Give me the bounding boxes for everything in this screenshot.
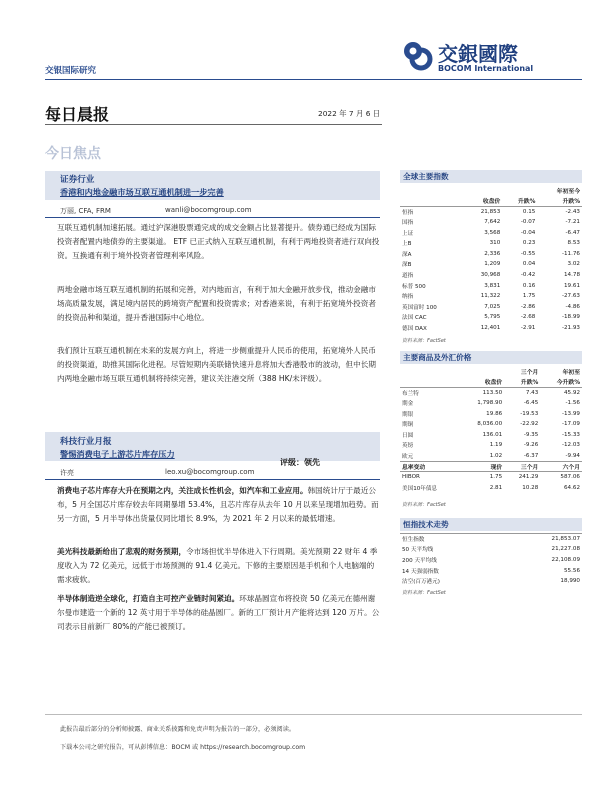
commodities-title: 主要商品及外汇价格	[400, 351, 582, 364]
table-row	[400, 249, 582, 260]
rate-name: 美国10年债息	[402, 485, 438, 492]
indices-header-top	[400, 185, 582, 196]
commodities-col-ytd: 今升跌%	[556, 380, 580, 387]
rates-header	[400, 461, 582, 472]
commodity-close: 136.01	[482, 431, 503, 438]
index-close: 310	[489, 240, 501, 247]
indices-col-ytd: 升跌%	[562, 199, 580, 206]
index-close: 3,831	[484, 282, 501, 289]
indices-title: 全球主要指数	[400, 170, 582, 183]
article2-paragraph-1-lead: 消费电子芯片库存大升在预期之内，关注成长性机会，如汽车和工业应用。	[57, 486, 308, 495]
index-change: 0.04	[522, 261, 536, 268]
index-close: 30,968	[480, 272, 501, 279]
index-ytd: -27.63	[561, 293, 580, 300]
table-row	[400, 555, 582, 566]
hsi-metric-name: 恒生指数	[400, 534, 503, 545]
article2-email[interactable]: leo.xu@bocomgroup.com	[165, 468, 255, 476]
index-close: 3,568	[484, 229, 501, 236]
footer-download[interactable]: 下载本公司之研究报告，可从彭博信息：BOCM 或 https://research.bocomgroup.com	[60, 744, 306, 751]
article2-paragraph-3	[57, 592, 380, 635]
commodities-source: 资料来源：FactSet	[402, 502, 446, 508]
commodity-close: 113.50	[460, 387, 504, 398]
index-ytd: 3.02	[567, 261, 580, 268]
table-row	[400, 398, 582, 409]
article1-section: 证券行业	[60, 175, 95, 185]
article1-email[interactable]: wanli@bocomgroup.com	[165, 206, 252, 214]
index-change: 1.75	[522, 293, 536, 300]
table-row	[400, 408, 582, 419]
table-row	[400, 259, 582, 270]
commodities-col-close: 收盘价	[484, 380, 503, 387]
index-name: 纳指	[402, 294, 414, 301]
index-ytd: -6.47	[565, 229, 580, 236]
commodity-name: 期铜	[402, 422, 414, 429]
table-row	[400, 430, 582, 441]
commodity-ytd: -1.56	[565, 400, 580, 407]
commodity-ytd: 45.92	[540, 387, 582, 398]
article2-paragraph-2-lead: 美光科技最新给出了悲观的财务预期，	[57, 547, 187, 556]
index-change: -0.55	[520, 250, 536, 257]
index-name: 道指	[402, 273, 414, 280]
article2-paragraph-3-lead: 半导体制造逆全球化，打造自主可控产业链时间紧迫。	[57, 594, 240, 603]
index-name: 标普 500	[402, 283, 426, 290]
index-change: -2.86	[520, 303, 536, 310]
index-ytd: -4.86	[565, 303, 580, 310]
commodities-table	[400, 366, 582, 493]
page-title: 每日晨报	[45, 105, 110, 124]
index-close: 2,336	[484, 250, 501, 257]
commodity-3m-change: -22.92	[520, 421, 539, 428]
table-row	[400, 280, 582, 291]
table-row	[400, 312, 582, 323]
article2-paragraph-3-body: 环球晶圆宣布将投资 50 亿美元在德州谢尔曼市建造一个新的 12 英寸用于半导体的硅晶圆厂。新的工厂预计月产能将达到 120 万片。公司表示目前新厂 80%的产能已被预订。	[57, 594, 380, 632]
table-row	[400, 270, 582, 281]
rate-now: 1.75	[460, 472, 504, 483]
indices-table	[400, 185, 582, 333]
article2-author-rule	[45, 479, 380, 480]
index-close: 7,642	[484, 219, 501, 226]
hsi-metric-value: 21,853.07	[503, 534, 582, 545]
commodities-header	[400, 377, 582, 388]
table-row	[400, 387, 582, 398]
index-change: 0.15	[502, 206, 537, 217]
article1-paragraph-3: 我们预计互联互通机制在未来的发展方向上，将进一步侧重提升人民币的使用，拓宽境外人民币的投资渠道，助推其国际化进程。尽管短期内美联储快速升息将加大香港股市的波动，但中长期内两地金融市场互联互通机制将持续完善，建议关注港交所（388 HK/未评级）。	[57, 346, 376, 384]
commodity-name: 英镑	[402, 443, 414, 450]
article2-paragraph-2	[57, 545, 380, 588]
table-row	[400, 217, 582, 228]
commodity-close: 8,036.00	[477, 421, 503, 428]
index-change: -0.04	[520, 229, 536, 236]
rates-col-now: 现价	[460, 461, 504, 472]
table-row	[400, 419, 582, 430]
rates-col-6m: 六个月	[540, 461, 582, 472]
index-change: -2.68	[520, 314, 536, 321]
index-name: 恒指	[400, 206, 464, 217]
index-close: 21,853	[464, 206, 503, 217]
table-row	[400, 565, 582, 576]
hsi-metric-value: 22,108.09	[551, 556, 580, 563]
commodity-3m-change: -9.26	[523, 442, 539, 449]
hsi-metric-name: 沽空(百万港元)	[402, 579, 440, 586]
index-ytd: -2.43	[537, 206, 582, 217]
article2-paragraph-1	[57, 484, 380, 527]
index-name: 上B	[402, 241, 412, 248]
commodity-ytd: -13.99	[561, 410, 580, 417]
article1-paragraph-1: 互联互通机制加速拓展。通过沪深港股票通完成的成交金额占比显著提升。债券通已经成为国际投资者配置内地债券的主要渠道。 ETF 已正式纳入互联互通机制，有利于两地投资者进行双向投资。互换通有利于境外投资者管理利率风险。	[57, 223, 380, 261]
article2-paragraph-2-body: 令市场担忧半导体进入下行周期。美光预期 22 财年 4 季度收入为 72 亿美元，远低于市场预测的 91.4 亿美元。下修的主要原因是手机和个人电脑端的需求疲软。	[57, 547, 378, 585]
article2-subtitle[interactable]: 警惕消费电子上游芯片库存压力	[60, 449, 175, 459]
table-row	[400, 323, 582, 334]
index-ytd: 19.61	[563, 282, 580, 289]
hsi-metric-value: 18,990	[560, 578, 580, 585]
hsi-metric-name: 14 天强弱指数	[402, 568, 439, 575]
index-change: 0.23	[522, 240, 536, 247]
index-ytd: -11.76	[561, 250, 580, 257]
table-row	[400, 576, 582, 587]
index-change: -0.42	[520, 272, 536, 279]
index-ytd: 8.53	[567, 240, 580, 247]
commodity-close: 1.02	[489, 452, 503, 459]
commodities-header-top	[400, 366, 582, 377]
index-ytd: -7.21	[565, 219, 580, 226]
commodities-col-ytd-top: 年初至	[562, 369, 580, 376]
indices-col-ytd-top: 年初至今	[556, 188, 580, 195]
department-label: 交银国际研究	[45, 66, 97, 76]
hsi-metric-value: 21,227.08	[551, 546, 580, 553]
index-ytd: -18.99	[561, 314, 580, 321]
index-change: -2.91	[520, 325, 536, 332]
article2-section: 科技行业月报	[60, 437, 112, 447]
focus-title: 今日焦点	[45, 146, 101, 162]
index-name: 深A	[402, 251, 412, 258]
commodity-ytd: -17.09	[561, 421, 580, 428]
article2-rating: 评级：领先	[280, 458, 320, 467]
commodity-ytd: -9.94	[565, 452, 580, 459]
index-close: 12,401	[480, 325, 501, 332]
footer-rule	[45, 714, 582, 715]
commodity-3m-change: -19.53	[520, 410, 539, 417]
hsi-metric-name: 50 天平均线	[402, 547, 434, 554]
table-row	[400, 302, 582, 313]
hsi-tech-table	[400, 533, 582, 586]
commodities-col-3m: 升跌%	[520, 380, 539, 387]
rate-3m: 241.29	[504, 472, 540, 483]
header-rule	[45, 79, 582, 80]
rate-6m: 64.62	[563, 484, 580, 491]
rate-3m: 10.28	[522, 484, 539, 491]
table-row	[400, 227, 582, 238]
index-name: 英国富时 100	[402, 304, 437, 311]
index-name: 法国 CAC	[402, 315, 427, 322]
commodity-ytd: -15.33	[561, 431, 580, 438]
commodity-close: 19.86	[486, 410, 503, 417]
rate-now: 2.81	[489, 484, 503, 491]
index-ytd: -21.93	[561, 325, 580, 332]
index-ytd: 14.78	[563, 272, 580, 279]
commodity-close: 1,798.90	[477, 400, 503, 407]
hsi-tech-title: 恒指技术走势	[400, 518, 582, 531]
brand-name-en: BOCOM International	[438, 64, 534, 73]
article1-author: 万丽, CFA, FRM	[60, 207, 111, 215]
commodity-3m-change: -6.37	[523, 452, 539, 459]
index-close: 11,322	[480, 293, 501, 300]
commodity-3m-change: 7.43	[504, 387, 540, 398]
article2-paragraph-1-body: 韩国统计厅于最近公布，5 月全国芯片库存较去年同期暴增 53.4%，且芯片库存从去年 10 月以来呈现增加趋势。而另一方面，5 月半导体出货量仅同比增长 8.9%，为 2021 年 2 月以来的最低增速。	[57, 486, 379, 524]
article1-author-rule	[45, 217, 380, 218]
indices-col-close: 收盘价	[482, 199, 501, 206]
table-row	[400, 544, 582, 555]
article1-subtitle[interactable]: 香港和内地金融市场互联互通机制进一步完善	[60, 187, 224, 197]
rate-6m: 587.06	[540, 472, 582, 483]
index-close: 1,209	[484, 261, 501, 268]
rates-col-3m: 三个月	[504, 461, 540, 472]
table-row	[400, 238, 582, 249]
table-row	[400, 206, 582, 217]
footer-disclaimer: 此报告最后部分的分析师披露、商业关系披露和免责声明为报告的一部分，必须阅读。	[60, 726, 296, 733]
index-name: 上证	[402, 230, 414, 237]
table-row	[400, 534, 582, 545]
commodity-3m-change: -9.35	[523, 431, 539, 438]
commodity-name: 期金	[402, 401, 414, 408]
hsi-tech-source: 资料来源：FactSet	[402, 590, 446, 596]
table-row	[400, 472, 582, 483]
article1-paragraph-2: 两地金融市场互联互通机制的拓展和完善，对内地而言，有利于加大金融开放步伐，推动金融市场高质量发展，满足境内居民的跨境资产配置和投资需求；对香港来说，有利于拓宽境外投资者的投资品种和渠道，提升香港国际中心地位。	[57, 285, 376, 323]
indices-header	[400, 196, 582, 207]
brand-logo-icon	[400, 38, 434, 72]
title-rule	[45, 124, 382, 125]
hsi-metric-value: 55.56	[563, 567, 580, 574]
index-change: 0.16	[522, 282, 536, 289]
brand-name-cn: 交銀國際	[438, 42, 518, 66]
table-row	[400, 483, 582, 494]
article2-author: 许亮	[60, 469, 74, 477]
indices-col-chg: 升跌%	[517, 199, 536, 206]
commodity-3m-change: -6.45	[523, 400, 539, 407]
index-name: 德国 DAX	[402, 326, 427, 333]
index-change: -0.07	[520, 219, 536, 226]
indices-source: 资料来源：FactSet	[402, 338, 446, 344]
index-close: 7,025	[484, 303, 501, 310]
index-close: 5,795	[484, 314, 501, 321]
hsi-metric-name: 200 天平均线	[402, 557, 437, 564]
commodity-name: 日圆	[402, 432, 414, 439]
rate-name: HIBOR	[400, 472, 460, 483]
index-name: 深B	[402, 262, 412, 269]
commodity-ytd: -12.03	[561, 442, 580, 449]
index-name: 国指	[402, 220, 414, 227]
table-row	[400, 440, 582, 451]
commodity-name: 布兰特	[400, 387, 460, 398]
commodity-name: 期银	[402, 411, 414, 418]
commodity-name: 欧元	[402, 453, 414, 460]
commodity-close: 1.19	[489, 442, 503, 449]
table-row	[400, 451, 582, 462]
commodities-col-3m-top: 三个月	[520, 369, 539, 376]
rates-label: 息率变动	[400, 461, 460, 472]
table-row	[400, 291, 582, 302]
report-date: 2022 年 7 月 6 日	[318, 109, 381, 118]
